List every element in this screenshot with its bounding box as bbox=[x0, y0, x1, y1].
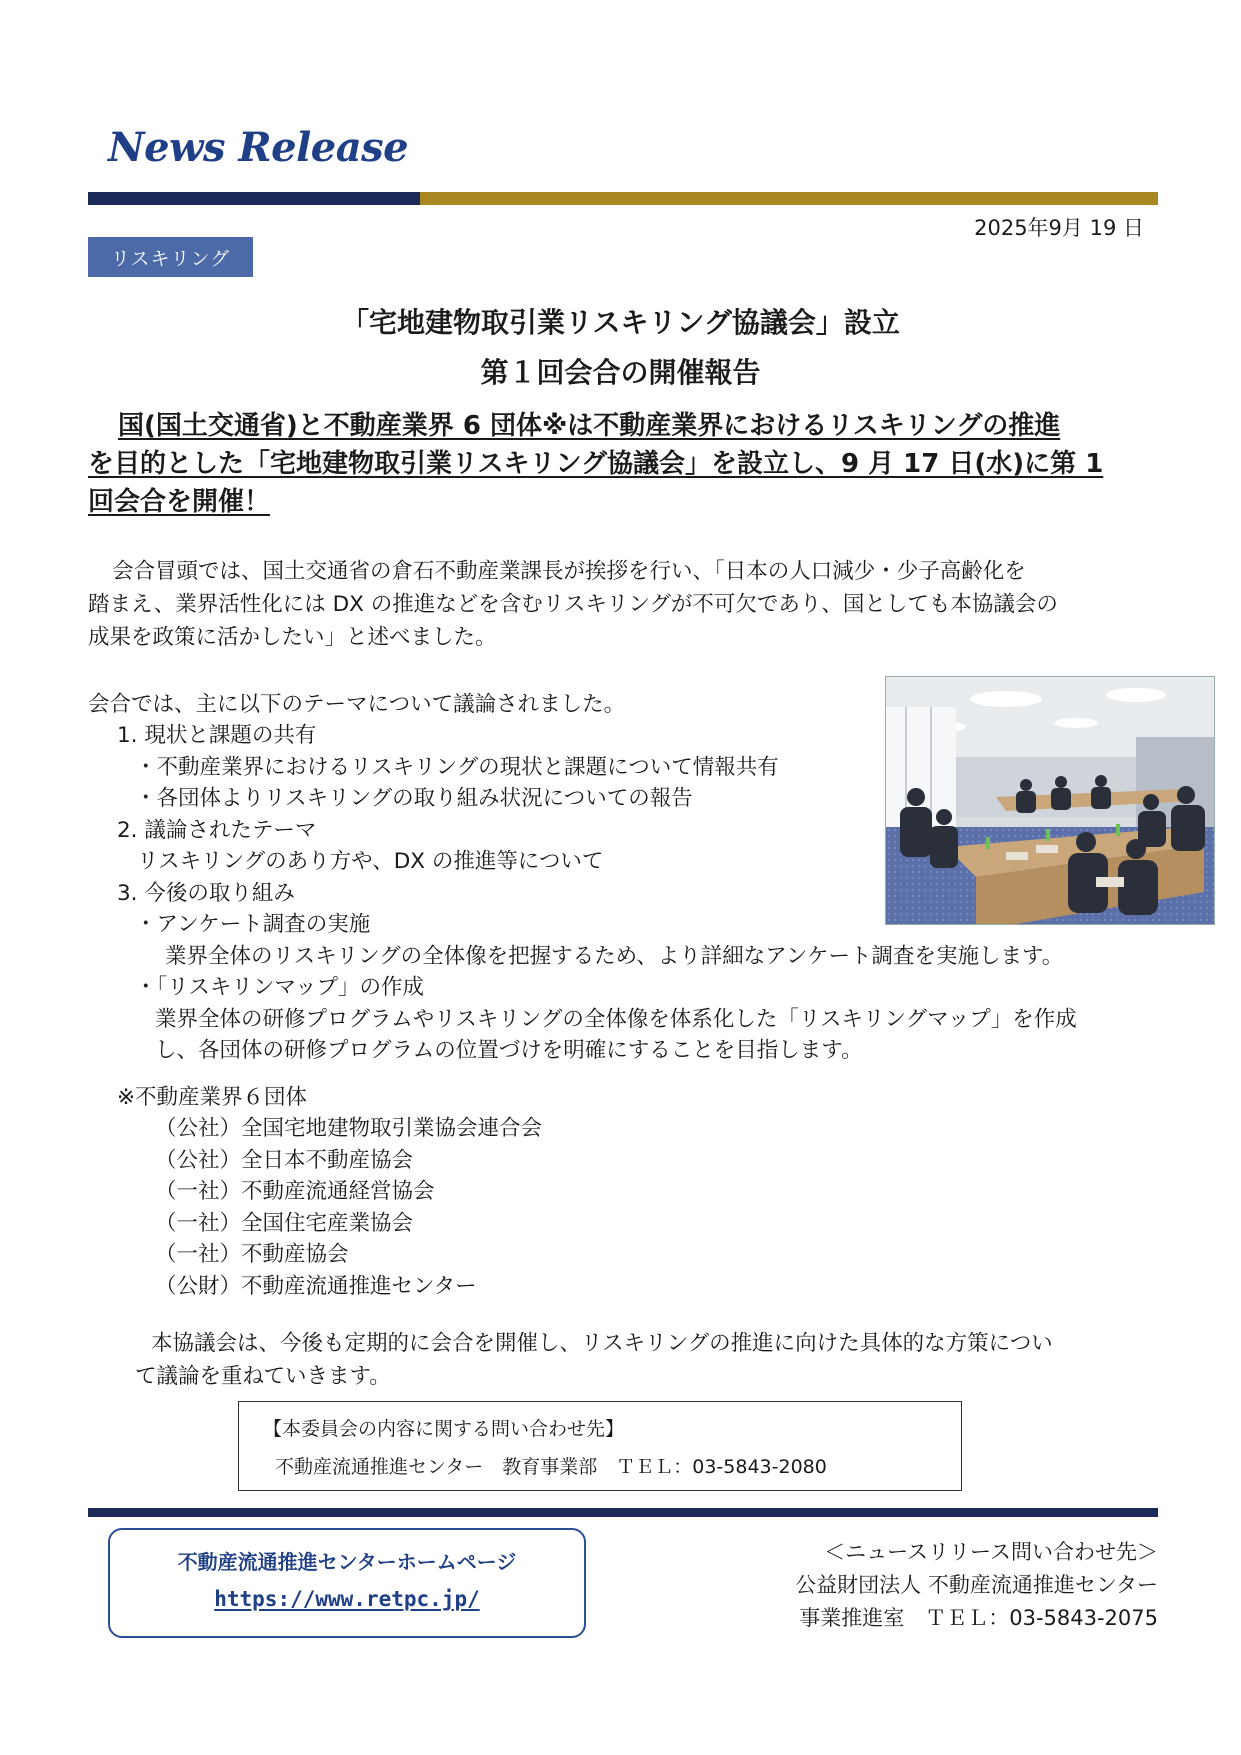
committee-contact-box bbox=[238, 1401, 962, 1491]
agenda-intro: 会合では、主に以下のテーマについて議論されました。 bbox=[88, 692, 626, 717]
news-contact-dept: 事業推進室 ＴＥＬ：03-5843-2075 bbox=[799, 1606, 1158, 1630]
title-line-1: 「宅地建物取引業リスキリング協議会」設立 bbox=[341, 306, 900, 339]
closing-line-2: て議論を重ねていきます。 bbox=[135, 1364, 391, 1389]
homepage-box bbox=[108, 1528, 586, 1638]
agenda-item-2: 2. 議論されたテーマ bbox=[117, 818, 317, 843]
news-release-logo: News Release bbox=[108, 124, 409, 171]
title-line-2: 第１回会合の開催報告 bbox=[480, 356, 761, 389]
opening-line-2: 踏まえ、業界活性化には DX の推進などを含むリスキリングが不可欠であり、国としても本協議会の bbox=[88, 592, 1058, 617]
header-divider-navy bbox=[88, 192, 420, 205]
orgs-heading: ※不動産業界６団体 bbox=[117, 1085, 308, 1110]
lead-line-2: を目的とした「宅地建物取引業リスキリング協議会」を設立し、9 月 17 日(水)に第 1 bbox=[88, 449, 1104, 479]
org-item: （公財）不動産流通推進センター bbox=[155, 1274, 477, 1299]
news-contact-heading: ＜ニュースリリース問い合わせ先＞ bbox=[824, 1540, 1158, 1564]
opening-paragraph bbox=[88, 555, 1163, 654]
meeting-photo bbox=[885, 676, 1215, 925]
lead-paragraph bbox=[88, 407, 1160, 521]
committee-contact-heading: 【本委員会の内容に関する問い合わせ先】 bbox=[263, 1418, 625, 1440]
agenda-item-1-bullet-2: ・各団体よりリスキリングの取り組み状況についての報告 bbox=[135, 786, 693, 811]
opening-line-3: 成果を政策に活かしたい」と述べました。 bbox=[88, 625, 497, 650]
header-divider-gold bbox=[420, 192, 1158, 205]
lead-line-3: 回会合を開催！ bbox=[88, 487, 271, 517]
lead-line-1: 国(国土交通省)と不動産業界 6 団体※は不動産業界におけるリスキリングの推進 bbox=[118, 411, 1061, 441]
agenda-item-1-bullet-1: ・不動産業界におけるリスキリングの現状と課題について情報共有 bbox=[135, 755, 779, 780]
footer-divider bbox=[88, 1508, 1158, 1517]
homepage-link[interactable]: https://www.retpc.jp/ bbox=[214, 1587, 480, 1611]
opening-line-1: 会合冒頭では、国土交通省の倉石不動産業課長が挨拶を行い、「日本の人口減少・少子高齢化を bbox=[112, 559, 1026, 584]
homepage-title: 不動産流通推進センターホームページ bbox=[177, 1550, 517, 1574]
agenda-item-3-bullet-1-detail: 業界全体のリスキリングの全体像を把握するため、より詳細なアンケート調査を実施します。 bbox=[165, 944, 1064, 969]
org-item: （一社）不動産協会 bbox=[155, 1242, 349, 1267]
agenda-item-3-bullet-2-detail-2: し、各団体の研修プログラムの位置づけを明確にすることを目指します。 bbox=[155, 1038, 863, 1063]
agenda-item-3-bullet-2: ・「リスキリンマップ」の作成 bbox=[135, 975, 424, 1000]
closing-line-1: 本協議会は、今後も定期的に会合を開催し、リスキリングの推進に向けた具体的な方策につい bbox=[151, 1331, 1053, 1356]
agenda-item-2-detail: リスキリングのあり方や、DX の推進等について bbox=[137, 849, 604, 874]
agenda-item-3-bullet-2-detail-1: 業界全体の研修プログラムやリスキリングの全体像を体系化した「リスキリングマップ」を作成 bbox=[155, 1007, 1077, 1032]
agenda-item-3: 3. 今後の取り組み bbox=[117, 881, 295, 906]
release-date: 2025年9月 19 日 bbox=[974, 216, 1144, 240]
category-tag: リスキリング bbox=[88, 237, 253, 277]
agenda-item-1: 1. 現状と課題の共有 bbox=[117, 723, 317, 748]
committee-contact-detail: 不動産流通推進センター 教育事業部 ＴＥＬ：03-5843-2080 bbox=[275, 1456, 827, 1478]
news-contact-org: 公益財団法人 不動産流通推進センター bbox=[795, 1573, 1158, 1597]
closing-paragraph bbox=[135, 1327, 1165, 1393]
org-item: （一社）全国住宅産業協会 bbox=[155, 1211, 414, 1236]
org-item: （公社）全日本不動産協会 bbox=[155, 1148, 414, 1173]
org-item: （公社）全国宅地建物取引業協会連合会 bbox=[155, 1116, 543, 1141]
org-item: （一社）不動産流通経営協会 bbox=[155, 1179, 435, 1204]
agenda-item-3-bullet-1: ・アンケート調査の実施 bbox=[135, 912, 371, 937]
